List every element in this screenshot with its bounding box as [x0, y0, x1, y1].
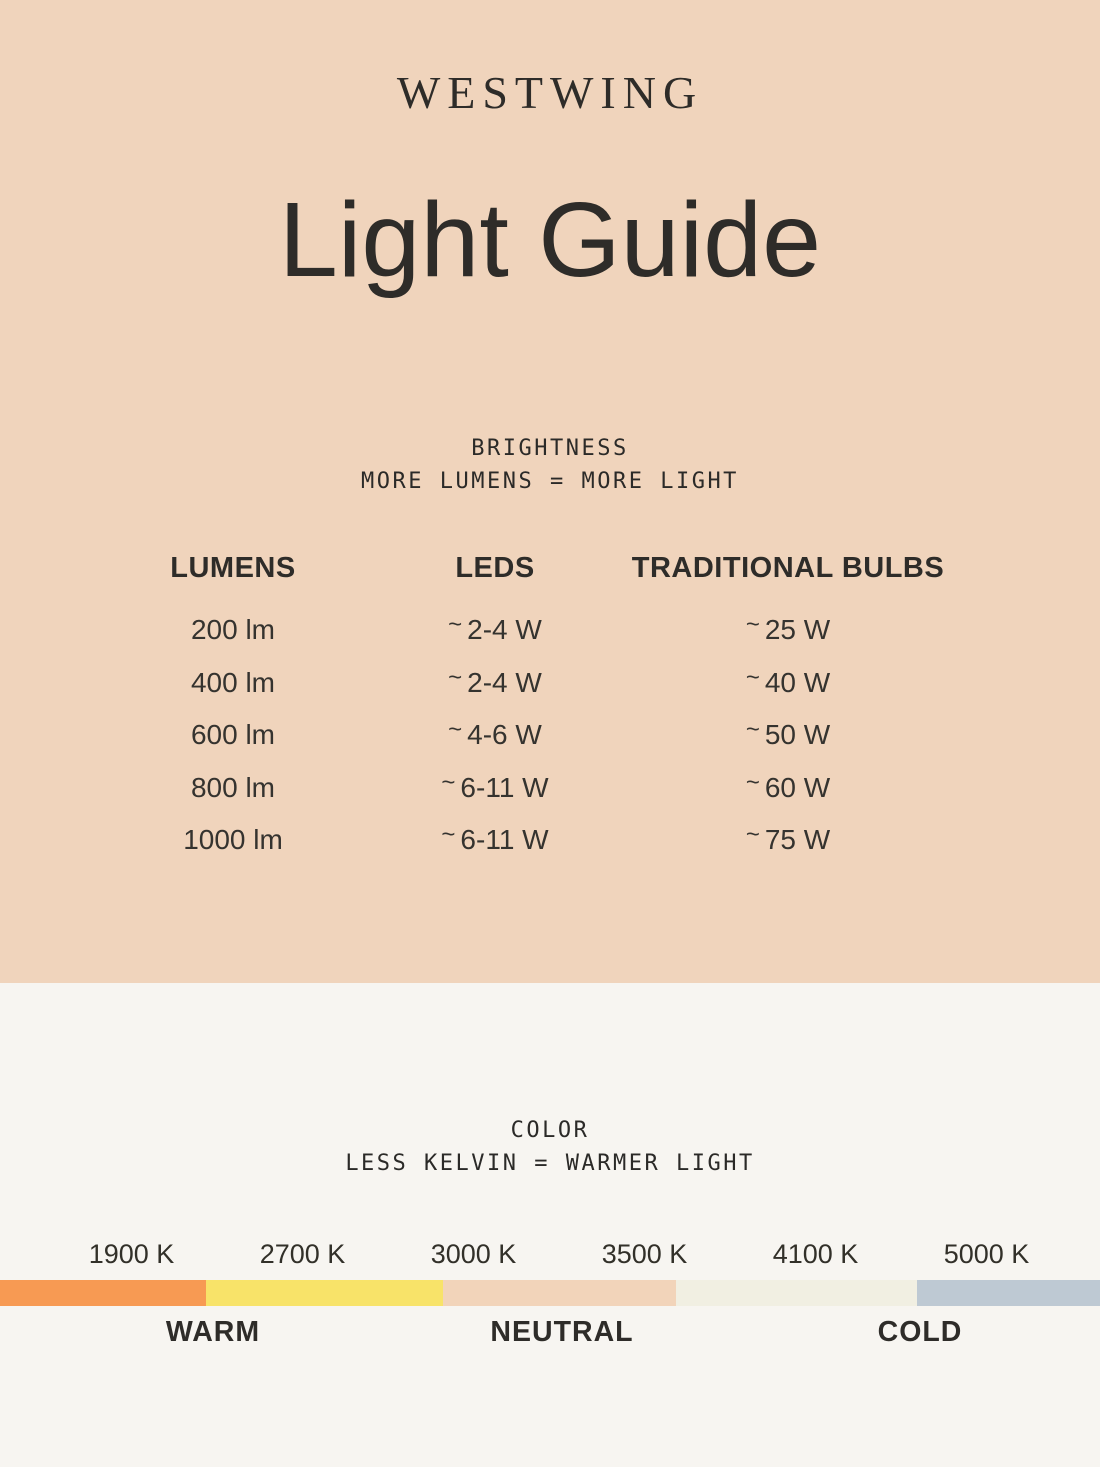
- brand-logo: WESTWING: [396, 67, 704, 118]
- approx-tilde: ~: [441, 768, 456, 796]
- scale-segment-warm-yellow: [206, 1280, 444, 1306]
- scale-segment-cold-blue: [917, 1280, 1100, 1306]
- cell-bulbs: [584, 663, 992, 699]
- color-section-heading: [0, 1114, 1100, 1180]
- cell-leds-value: 2-4 W: [467, 614, 542, 646]
- cell-bulbs: [584, 821, 992, 856]
- neutral-label: NEUTRAL: [490, 1316, 634, 1348]
- approx-tilde: ~: [745, 768, 760, 796]
- scale-segment-neutral-peach: [443, 1280, 676, 1306]
- cell-leds-value: 6-11 W: [460, 771, 549, 803]
- cell-bulbs-value: 25 W: [764, 614, 831, 646]
- approx-tilde: ~: [745, 821, 760, 849]
- cell-lumens: 800 lm: [190, 771, 276, 803]
- lumens-table-body: [0, 604, 1100, 867]
- cell-leds: [406, 821, 584, 856]
- cell-lumens: 400 lm: [190, 666, 276, 698]
- brightness-section-heading: [0, 432, 1100, 498]
- page-title: Light Guide: [278, 181, 822, 299]
- cell-lumens: 200 lm: [190, 614, 276, 646]
- bottom-section-background: [0, 983, 1100, 1467]
- cold-label: COLD: [877, 1316, 963, 1348]
- table-row: [0, 709, 1100, 762]
- cell-leds-value: 2-4 W: [467, 666, 542, 698]
- cell-bulbs: [584, 611, 992, 646]
- cell-bulbs-value: 75 W: [764, 824, 831, 856]
- kelvin-label: 5000 K: [943, 1239, 1030, 1269]
- cell-leds: [406, 716, 584, 751]
- approx-tilde: ~: [745, 611, 760, 639]
- cell-lumens: 1000 lm: [183, 824, 283, 856]
- kelvin-label: 3500 K: [601, 1239, 688, 1269]
- header-lumens: LUMENS: [170, 552, 296, 584]
- approx-tilde: ~: [441, 821, 456, 849]
- table-row: [0, 657, 1100, 710]
- cell-leds: [406, 663, 584, 699]
- kelvin-label: 4100 K: [772, 1239, 859, 1269]
- kelvin-label: 2700 K: [259, 1239, 346, 1269]
- color-subheading: LESS KELVIN = WARMER LIGHT: [345, 1151, 755, 1176]
- cell-leds: [406, 768, 584, 804]
- table-row: [0, 604, 1100, 657]
- cell-leds-value: 4-6 W: [467, 719, 542, 751]
- header-leds: LEDS: [455, 552, 535, 584]
- cell-bulbs-value: 40 W: [764, 666, 831, 698]
- scale-segment-warm-orange: [0, 1280, 206, 1306]
- approx-tilde: ~: [448, 716, 463, 744]
- cell-lumens: 600 lm: [190, 719, 276, 751]
- brightness-heading: BRIGHTNESS: [471, 436, 629, 461]
- cell-bulbs: [584, 716, 992, 751]
- cell-leds: [406, 611, 584, 646]
- lumens-table-header-row: [0, 552, 1100, 585]
- kelvin-color-bar: [0, 1280, 1100, 1306]
- table-row: [0, 762, 1100, 815]
- kelvin-label: 1900 K: [88, 1239, 175, 1269]
- approx-tilde: ~: [448, 611, 463, 639]
- scale-segment-neutral-cream: [676, 1280, 917, 1306]
- table-row: [0, 814, 1100, 867]
- approx-tilde: ~: [745, 663, 760, 691]
- cell-bulbs-value: 50 W: [764, 719, 831, 751]
- header-traditional-bulbs: TRADITIONAL BULBS: [631, 552, 945, 584]
- approx-tilde: ~: [745, 716, 760, 744]
- cell-bulbs-value: 60 W: [764, 771, 831, 803]
- warm-label: WARM: [165, 1316, 261, 1348]
- temperature-labels: [0, 1316, 1100, 1350]
- kelvin-label: 3000 K: [430, 1239, 517, 1269]
- brightness-subheading: MORE LUMENS = MORE LIGHT: [361, 469, 739, 494]
- approx-tilde: ~: [448, 663, 463, 691]
- cell-bulbs: [584, 768, 992, 804]
- cell-leds-value: 6-11 W: [460, 824, 549, 856]
- kelvin-scale-labels: [0, 1238, 1100, 1270]
- color-heading: COLOR: [510, 1118, 590, 1143]
